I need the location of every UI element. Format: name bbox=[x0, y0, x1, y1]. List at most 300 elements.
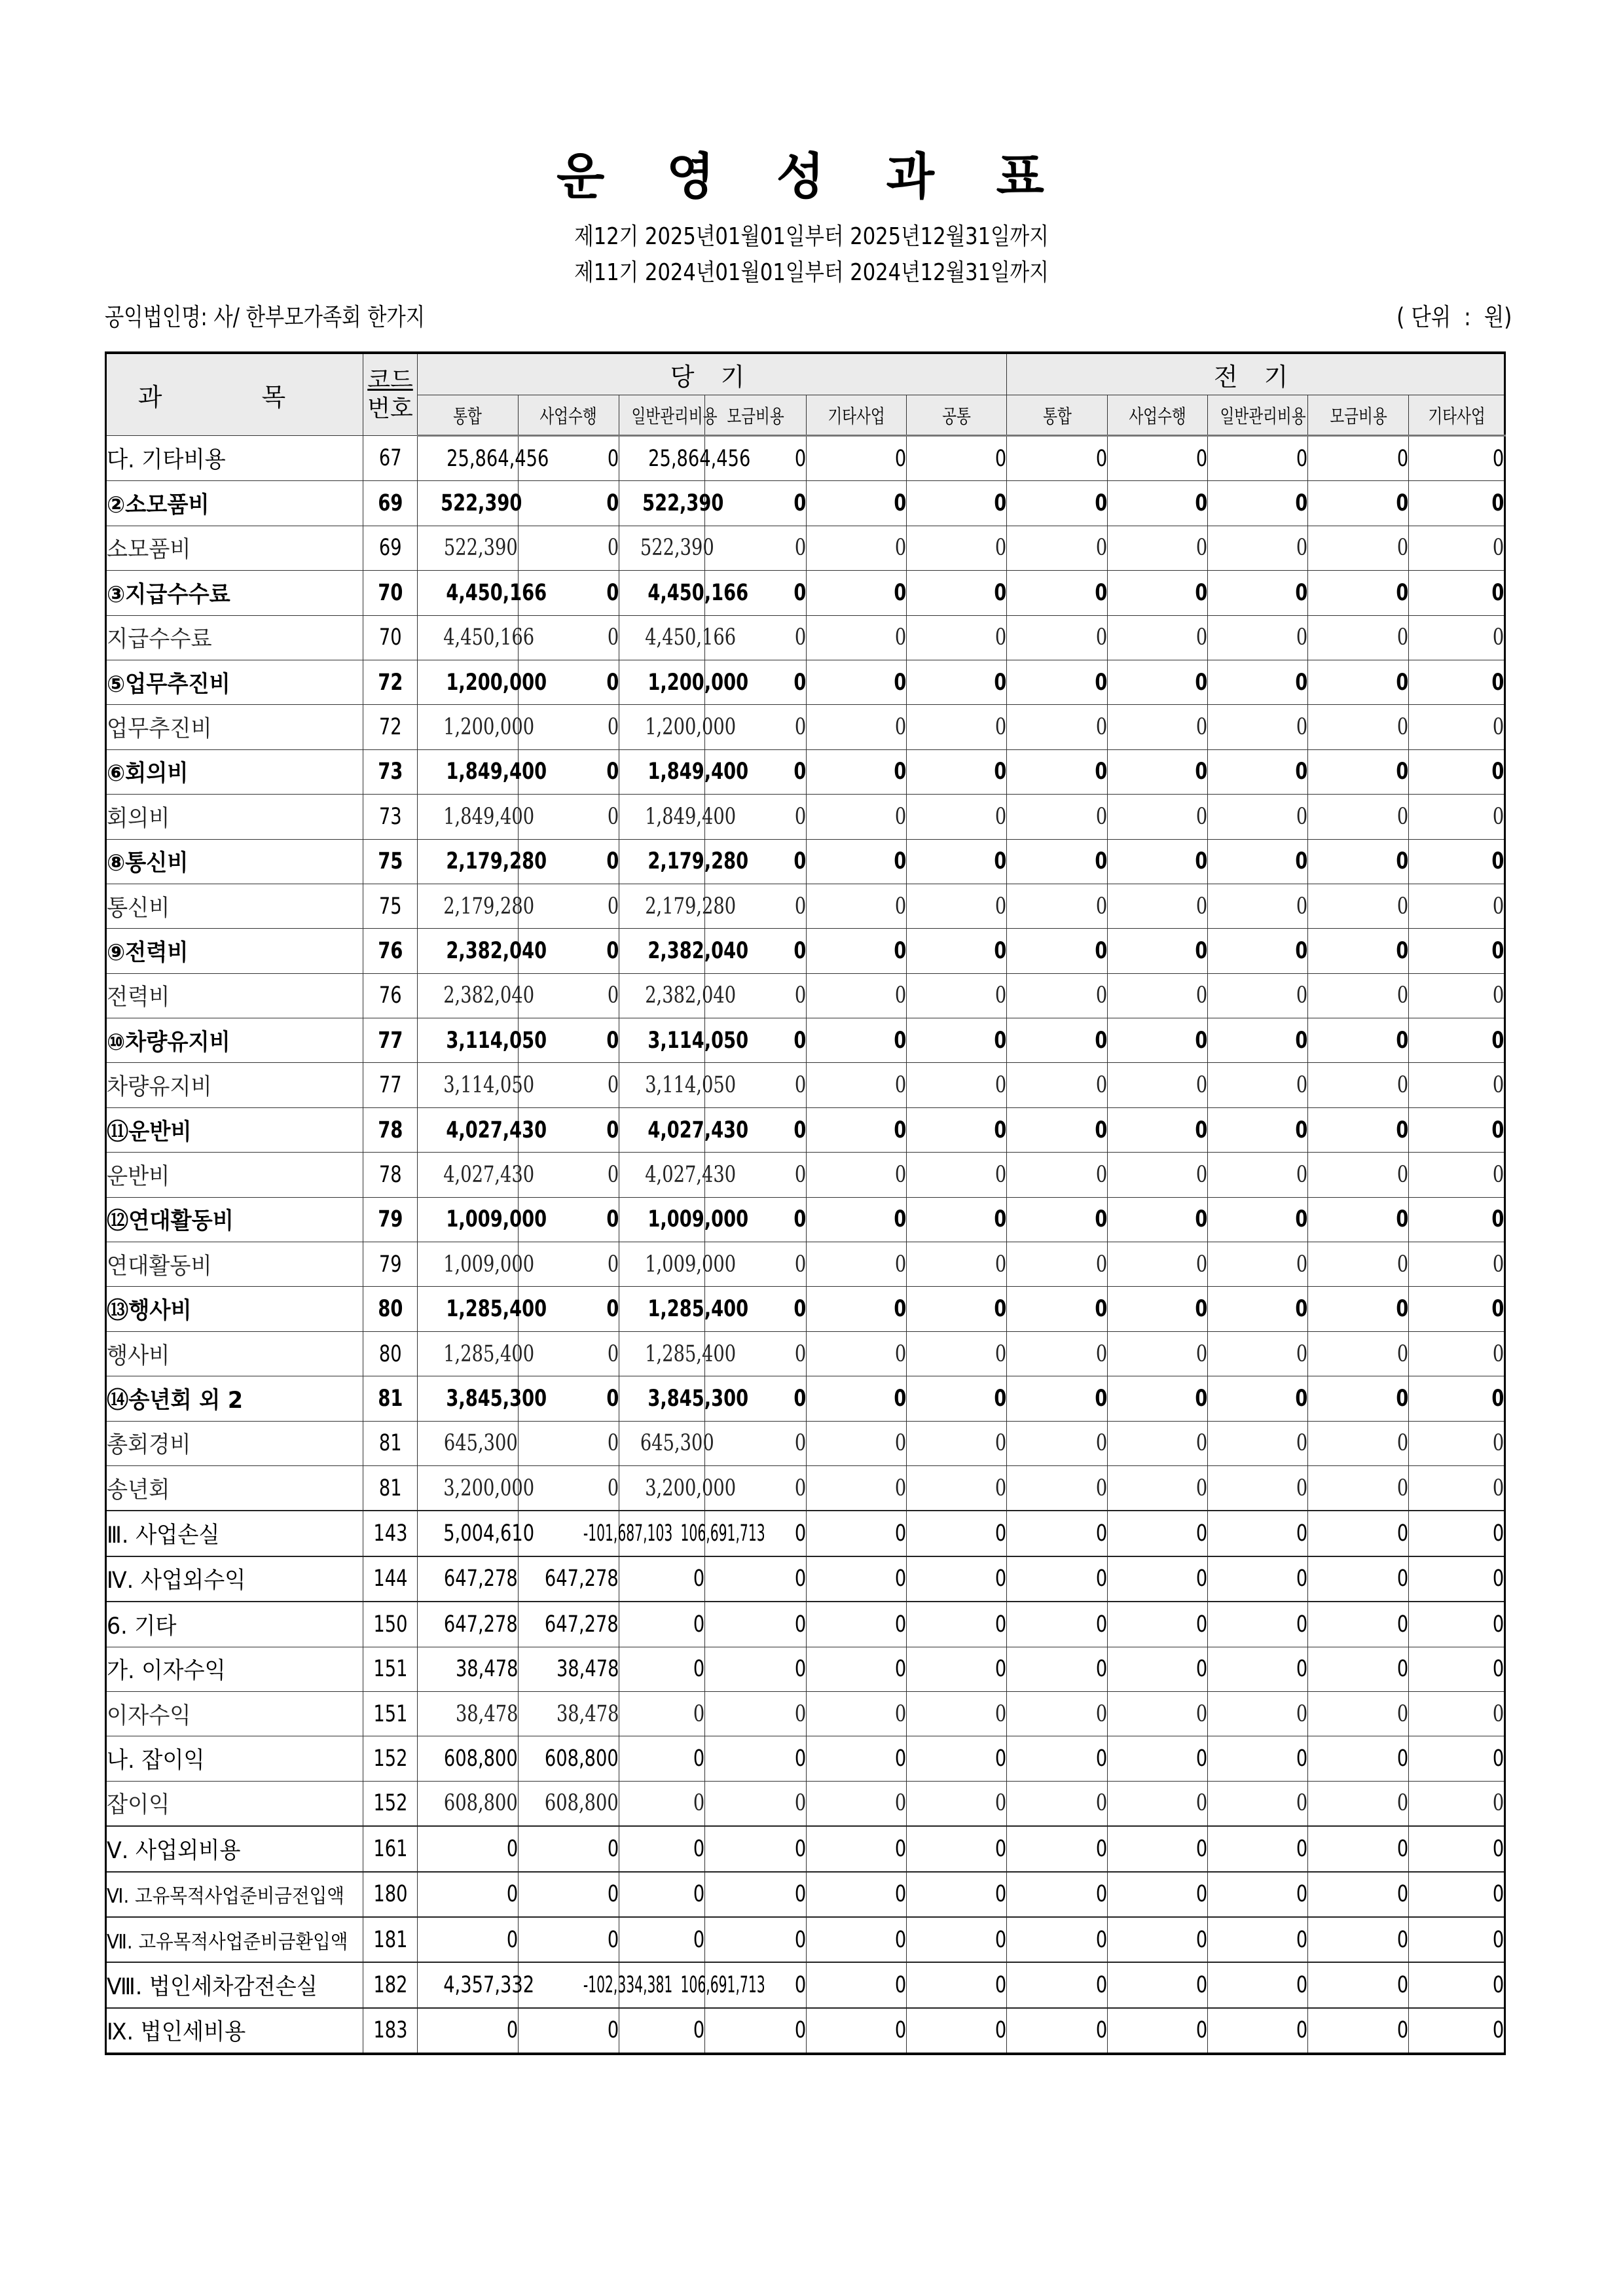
prior-col-header-label: 일반관리비용 bbox=[1220, 404, 1306, 427]
account-subject bbox=[106, 1647, 363, 1691]
prior-amount-cell bbox=[1409, 1872, 1505, 1917]
current-amount: 0 bbox=[994, 759, 1007, 785]
prior-amount: 0 bbox=[1396, 445, 1409, 472]
prior-amount-cell bbox=[1308, 436, 1409, 481]
current-amount: 0 bbox=[606, 669, 619, 696]
account-code bbox=[363, 1018, 418, 1063]
prior-amount: 0 bbox=[1296, 1656, 1308, 1683]
current-amount: 0 bbox=[994, 937, 1007, 964]
current-amount-cell bbox=[418, 1602, 519, 1647]
current-amount: 3,114,050 bbox=[446, 1027, 547, 1054]
current-amount: 1,849,400 bbox=[446, 759, 547, 785]
current-period-range: 제12기 2025년01월01일부터 2025년12월31일까지 bbox=[574, 223, 1049, 250]
prior-amount-cell bbox=[1108, 1691, 1208, 1736]
prior-amount: 0 bbox=[1396, 1385, 1409, 1412]
current-amount-cell bbox=[907, 1556, 1007, 1602]
current-amount-cell bbox=[418, 615, 535, 660]
current-amount-cell bbox=[807, 660, 907, 704]
current-amount: 0 bbox=[994, 1700, 1007, 1727]
prior-amount-cell bbox=[1108, 1962, 1208, 2007]
current-amount-cell bbox=[519, 1556, 619, 1602]
prior-amount-cell bbox=[1409, 1691, 1505, 1736]
account-subject bbox=[106, 1376, 363, 1421]
current-amount-cell bbox=[907, 1917, 1007, 1962]
current-amount-cell bbox=[807, 1826, 907, 1871]
current-amount-cell bbox=[619, 1917, 705, 1962]
account-subject bbox=[106, 1826, 363, 1871]
prior-amount: 0 bbox=[1296, 1340, 1308, 1367]
prior-amount-cell bbox=[1308, 1511, 1409, 1556]
code-header-bottom: 번호 bbox=[367, 395, 413, 422]
current-amount: 0 bbox=[793, 1117, 806, 1143]
prior-amount-cell bbox=[1007, 1197, 1108, 1242]
prior-amount-cell bbox=[1007, 1287, 1108, 1331]
current-amount: 0 bbox=[894, 982, 906, 1009]
current-amount: 0 bbox=[794, 1520, 806, 1547]
current-amount-cell bbox=[418, 1511, 535, 1556]
current-amount: 0 bbox=[607, 982, 619, 1009]
account-subject-label: Ⅸ. 법인세비용 bbox=[107, 2019, 246, 2046]
current-amount: 0 bbox=[793, 669, 806, 696]
table-row bbox=[106, 1107, 1505, 1152]
current-amount: 647,278 bbox=[545, 1611, 619, 1638]
current-amount: 0 bbox=[893, 490, 906, 517]
current-amount-cell bbox=[705, 1781, 807, 1826]
prior-amount-cell bbox=[1108, 1781, 1208, 1826]
account-subject bbox=[106, 615, 363, 660]
prior-amount-cell bbox=[1409, 1917, 1505, 1962]
current-amount-cell bbox=[519, 1647, 619, 1691]
prior-amount: 0 bbox=[1296, 1971, 1308, 1998]
account-subject bbox=[106, 749, 363, 794]
prior-amount-cell bbox=[1108, 839, 1208, 884]
account-subject bbox=[106, 1331, 363, 1376]
table-row bbox=[106, 1917, 1505, 1962]
current-amount: 2,382,040 bbox=[647, 937, 749, 964]
current-amount-cell bbox=[418, 1556, 519, 1602]
prior-amount-cell bbox=[1108, 1511, 1208, 1556]
current-amount: 3,114,050 bbox=[645, 1072, 737, 1099]
current-amount: 0 bbox=[994, 1520, 1007, 1547]
current-amount: 0 bbox=[794, 1656, 806, 1683]
prior-amount: 0 bbox=[1396, 893, 1409, 920]
prior-amount-cell bbox=[1409, 1421, 1505, 1465]
current-amount-cell bbox=[907, 1376, 1007, 1421]
prior-amount-cell bbox=[1108, 1197, 1208, 1242]
account-subject bbox=[106, 1107, 363, 1152]
current-amount: 0 bbox=[606, 1206, 619, 1233]
current-amount: 0 bbox=[894, 1072, 906, 1099]
prior-amount: 0 bbox=[1492, 1881, 1504, 1908]
prior-amount: 0 bbox=[1396, 714, 1409, 741]
current-amount-cell bbox=[619, 1376, 749, 1421]
prior-amount: 0 bbox=[1492, 1430, 1504, 1457]
current-amount-cell bbox=[807, 1962, 907, 2007]
account-code-value: 73 bbox=[377, 759, 403, 785]
current-amount-cell bbox=[807, 2008, 907, 2054]
current-amount: 0 bbox=[794, 1611, 806, 1638]
current-col-header-label: 공통 bbox=[942, 404, 971, 427]
prior-amount: 0 bbox=[1095, 1385, 1108, 1412]
prior-amount: 0 bbox=[1396, 1881, 1409, 1908]
prior-amount: 0 bbox=[1195, 1117, 1208, 1143]
current-amount: -101,687,103 bbox=[583, 1520, 673, 1547]
current-amount-cell bbox=[705, 1872, 807, 1917]
prior-amount: 0 bbox=[1396, 1566, 1409, 1592]
prior-amount: 0 bbox=[1492, 1520, 1504, 1547]
current-amount: 0 bbox=[894, 1790, 906, 1817]
current-amount-cell bbox=[907, 1647, 1007, 1691]
prior-amount: 0 bbox=[1396, 1611, 1409, 1638]
current-amount-cell bbox=[705, 1736, 807, 1781]
prior-amount: 0 bbox=[1492, 1566, 1504, 1592]
current-amount: 0 bbox=[607, 1161, 619, 1188]
prior-amount: 0 bbox=[1195, 1430, 1208, 1457]
current-amount-cell bbox=[705, 2008, 807, 2054]
account-subject-label: 운반비 bbox=[107, 1163, 170, 1190]
prior-amount-cell bbox=[1007, 571, 1108, 615]
current-amount-cell bbox=[807, 1872, 907, 1917]
prior-amount: 0 bbox=[1095, 2017, 1108, 2044]
account-subject bbox=[106, 705, 363, 749]
account-subject-label: 소모품비 bbox=[107, 537, 191, 564]
current-amount-cell bbox=[418, 1465, 535, 1511]
account-code bbox=[363, 2008, 418, 2054]
current-amount: 1,285,400 bbox=[645, 1340, 737, 1367]
prior-amount: 0 bbox=[1491, 1296, 1504, 1323]
prior-amount: 0 bbox=[1095, 848, 1108, 875]
prior-amount: 0 bbox=[1396, 1340, 1409, 1367]
account-subject bbox=[106, 436, 363, 481]
account-code-value: 152 bbox=[373, 1746, 408, 1772]
account-code bbox=[363, 1781, 418, 1826]
prior-amount: 0 bbox=[1492, 1926, 1504, 1953]
current-amount-cell bbox=[907, 839, 1007, 884]
account-subject-label: ⑤업무추진비 bbox=[107, 671, 230, 698]
prior-amount: 0 bbox=[1095, 1700, 1108, 1727]
prior-amount-cell bbox=[1308, 1153, 1409, 1197]
prior-amount: 0 bbox=[1296, 1251, 1308, 1278]
prior-amount-cell bbox=[1108, 1917, 1208, 1962]
current-amount: 608,800 bbox=[545, 1746, 619, 1772]
prior-amount: 0 bbox=[1492, 1161, 1504, 1188]
current-amount: 0 bbox=[793, 579, 806, 606]
current-amount-cell bbox=[519, 1781, 619, 1826]
current-amount: 4,450,166 bbox=[443, 624, 535, 651]
account-subject bbox=[106, 1421, 363, 1465]
current-amount-cell bbox=[519, 1736, 619, 1781]
current-amount: 0 bbox=[693, 1566, 704, 1592]
current-amount-cell bbox=[807, 1736, 907, 1781]
current-amount-cell bbox=[907, 1781, 1007, 1826]
prior-amount: 0 bbox=[1396, 1790, 1409, 1817]
current-amount: 0 bbox=[894, 2017, 906, 2044]
prior-amount-cell bbox=[1409, 705, 1505, 749]
account-subject bbox=[106, 1197, 363, 1242]
current-amount: 0 bbox=[893, 848, 906, 875]
account-code-value: 76 bbox=[377, 937, 403, 964]
prior-period-header: 전 기 bbox=[1007, 353, 1505, 395]
account-code-value: 72 bbox=[377, 669, 403, 696]
current-amount-cell bbox=[619, 436, 751, 481]
prior-amount: 0 bbox=[1396, 1746, 1409, 1772]
account-subject bbox=[106, 1736, 363, 1781]
prior-amount: 0 bbox=[1095, 624, 1108, 651]
account-subject bbox=[106, 1556, 363, 1602]
account-subject bbox=[106, 571, 363, 615]
account-subject-label: 가. 이자수익 bbox=[107, 1658, 226, 1685]
current-amount-cell bbox=[807, 705, 907, 749]
current-amount-cell bbox=[807, 929, 907, 973]
current-amount-cell bbox=[907, 1826, 1007, 1871]
prior-amount: 0 bbox=[1296, 1072, 1308, 1099]
current-amount-cell bbox=[418, 1153, 535, 1197]
current-amount: 0 bbox=[994, 982, 1007, 1009]
current-amount: 0 bbox=[994, 1027, 1007, 1054]
account-subject bbox=[106, 481, 363, 526]
current-amount-cell bbox=[418, 1107, 547, 1152]
prior-amount: 0 bbox=[1095, 1746, 1108, 1772]
account-code bbox=[363, 1917, 418, 1962]
current-amount-cell bbox=[619, 571, 749, 615]
current-amount: 0 bbox=[794, 982, 806, 1009]
prior-amount-cell bbox=[1409, 973, 1505, 1018]
prior-amount: 0 bbox=[1296, 982, 1308, 1009]
current-amount: 4,027,430 bbox=[647, 1117, 749, 1143]
prior-amount: 0 bbox=[1492, 714, 1504, 741]
current-amount-cell bbox=[418, 1736, 519, 1781]
prior-amount: 0 bbox=[1492, 803, 1504, 830]
current-amount: 2,179,280 bbox=[647, 848, 749, 875]
current-amount: 0 bbox=[794, 893, 806, 920]
prior-amount: 0 bbox=[1195, 1926, 1208, 1953]
prior-amount-cell bbox=[1208, 436, 1308, 481]
current-amount: 522,390 bbox=[441, 490, 522, 517]
account-code-value: 70 bbox=[378, 624, 402, 651]
account-code bbox=[363, 1153, 418, 1197]
prior-amount: 0 bbox=[1296, 1520, 1308, 1547]
current-amount-cell bbox=[418, 1287, 547, 1331]
prior-amount-cell bbox=[1409, 1826, 1505, 1871]
table-row bbox=[106, 1421, 1505, 1465]
prior-amount-cell bbox=[1208, 1153, 1308, 1197]
prior-amount: 0 bbox=[1295, 579, 1308, 606]
prior-amount: 0 bbox=[1396, 535, 1409, 562]
prior-col-header bbox=[1007, 395, 1108, 436]
prior-amount-cell bbox=[1108, 1602, 1208, 1647]
current-col-header bbox=[907, 395, 1007, 436]
current-amount: 0 bbox=[994, 1296, 1007, 1323]
current-amount: 0 bbox=[794, 624, 806, 651]
prior-amount: 0 bbox=[1295, 1385, 1308, 1412]
account-subject bbox=[106, 1781, 363, 1826]
current-amount-cell bbox=[807, 1465, 907, 1511]
account-code-value: 70 bbox=[377, 579, 403, 606]
account-code-value: 144 bbox=[373, 1566, 408, 1592]
prior-amount: 0 bbox=[1295, 759, 1308, 785]
prior-amount: 0 bbox=[1296, 624, 1308, 651]
prior-amount-cell bbox=[1308, 1872, 1409, 1917]
current-amount: 0 bbox=[693, 1790, 704, 1817]
current-amount: 0 bbox=[894, 1566, 906, 1592]
prior-amount: 0 bbox=[1396, 1027, 1409, 1054]
account-code-value: 161 bbox=[373, 1835, 408, 1862]
current-amount-cell bbox=[807, 1691, 907, 1736]
account-code bbox=[363, 481, 418, 526]
prior-amount: 0 bbox=[1396, 759, 1409, 785]
current-amount: 0 bbox=[794, 1566, 806, 1592]
prior-amount: 0 bbox=[1195, 490, 1208, 517]
current-amount-cell bbox=[907, 1197, 1007, 1242]
current-amount: 1,009,000 bbox=[647, 1206, 749, 1233]
account-code-value: 183 bbox=[373, 2017, 408, 2044]
prior-amount-cell bbox=[1108, 705, 1208, 749]
prior-amount-cell bbox=[1108, 481, 1208, 526]
current-amount: 0 bbox=[693, 1656, 704, 1683]
prior-amount-cell bbox=[1208, 1647, 1308, 1691]
prior-amount: 0 bbox=[1296, 1566, 1308, 1592]
table-row bbox=[106, 481, 1505, 526]
current-amount-cell bbox=[907, 973, 1007, 1018]
current-amount-cell bbox=[807, 571, 907, 615]
current-amount-cell bbox=[807, 1197, 907, 1242]
current-amount: 0 bbox=[794, 1746, 806, 1772]
prior-amount: 0 bbox=[1492, 1971, 1504, 1998]
current-amount: 0 bbox=[994, 579, 1007, 606]
prior-amount: 0 bbox=[1492, 1475, 1504, 1501]
current-amount-cell bbox=[418, 1647, 519, 1691]
account-code bbox=[363, 749, 418, 794]
current-amount: 0 bbox=[994, 1117, 1007, 1143]
prior-amount: 0 bbox=[1095, 1475, 1108, 1501]
current-amount: 0 bbox=[894, 803, 906, 830]
current-amount-cell bbox=[418, 973, 535, 1018]
prior-amount: 0 bbox=[1295, 1206, 1308, 1233]
table-row bbox=[106, 1691, 1505, 1736]
current-amount-cell bbox=[705, 1917, 807, 1962]
prior-amount-cell bbox=[1007, 1331, 1108, 1376]
current-amount: 0 bbox=[994, 848, 1007, 875]
current-amount-cell bbox=[619, 1331, 737, 1376]
current-amount: 0 bbox=[794, 1475, 806, 1501]
prior-amount-cell bbox=[1308, 1063, 1409, 1107]
current-amount-cell bbox=[418, 1781, 519, 1826]
current-amount: 1,200,000 bbox=[446, 669, 547, 696]
prior-amount-cell bbox=[1108, 1376, 1208, 1421]
prior-amount: 0 bbox=[1195, 1611, 1208, 1638]
prior-amount-cell bbox=[1409, 1376, 1505, 1421]
current-amount: 608,800 bbox=[444, 1790, 518, 1817]
current-amount-cell bbox=[418, 571, 547, 615]
current-amount: 0 bbox=[994, 1206, 1007, 1233]
prior-amount-cell bbox=[1208, 1556, 1308, 1602]
prior-amount-cell bbox=[1007, 1691, 1108, 1736]
account-code bbox=[363, 1331, 418, 1376]
account-subject-label: ②소모품비 bbox=[107, 492, 210, 519]
current-amount-cell bbox=[705, 1647, 807, 1691]
prior-amount-cell bbox=[1007, 1107, 1108, 1152]
current-amount-cell bbox=[519, 1602, 619, 1647]
prior-amount-cell bbox=[1007, 526, 1108, 570]
account-code-value: 81 bbox=[378, 1475, 402, 1501]
prior-amount: 0 bbox=[1195, 1700, 1208, 1727]
prior-amount: 0 bbox=[1396, 624, 1409, 651]
prior-amount-cell bbox=[1108, 749, 1208, 794]
prior-amount: 0 bbox=[1095, 714, 1108, 741]
current-amount-cell bbox=[418, 1917, 519, 1962]
prior-amount: 0 bbox=[1491, 579, 1504, 606]
prior-amount: 0 bbox=[1195, 759, 1208, 785]
prior-amount-cell bbox=[1208, 660, 1308, 704]
current-amount-cell bbox=[619, 705, 737, 749]
prior-amount-cell bbox=[1409, 1602, 1505, 1647]
current-amount-cell bbox=[807, 481, 907, 526]
prior-amount-cell bbox=[1208, 526, 1308, 570]
current-amount-cell bbox=[807, 884, 907, 928]
prior-amount-cell bbox=[1108, 1872, 1208, 1917]
prior-amount-cell bbox=[1308, 1242, 1409, 1287]
prior-amount: 0 bbox=[1396, 982, 1409, 1009]
prior-amount-cell bbox=[1409, 1962, 1505, 2007]
current-amount: 645,300 bbox=[640, 1430, 714, 1457]
current-amount: 608,800 bbox=[545, 1790, 619, 1817]
account-subject bbox=[106, 1872, 363, 1917]
currency-unit: ( 단위 : 원) bbox=[1396, 303, 1512, 331]
prior-amount-cell bbox=[1208, 2008, 1308, 2054]
current-amount-cell bbox=[418, 705, 535, 749]
prior-amount-cell bbox=[1409, 2008, 1505, 2054]
prior-amount: 0 bbox=[1296, 2017, 1308, 2044]
prior-amount: 0 bbox=[1396, 1700, 1409, 1727]
current-amount: 0 bbox=[607, 624, 619, 651]
account-code bbox=[363, 839, 418, 884]
prior-amount: 0 bbox=[1396, 937, 1409, 964]
current-col-header bbox=[418, 395, 519, 436]
current-amount-cell bbox=[619, 1602, 705, 1647]
current-amount-cell bbox=[807, 1376, 907, 1421]
current-amount: 0 bbox=[994, 535, 1007, 562]
prior-amount-cell bbox=[1208, 571, 1308, 615]
current-amount: 4,450,166 bbox=[446, 579, 547, 606]
current-amount-cell bbox=[907, 884, 1007, 928]
prior-col-header bbox=[1208, 395, 1308, 436]
prior-amount-cell bbox=[1409, 929, 1505, 973]
current-amount-cell bbox=[907, 571, 1007, 615]
current-amount-cell bbox=[907, 615, 1007, 660]
prior-amount-cell bbox=[1007, 705, 1108, 749]
prior-amount-cell bbox=[1208, 615, 1308, 660]
current-amount: 1,009,000 bbox=[443, 1251, 535, 1278]
current-amount-cell bbox=[807, 1331, 907, 1376]
current-amount: 0 bbox=[794, 1072, 806, 1099]
prior-amount-cell bbox=[1108, 795, 1208, 839]
account-subject-label: Ⅳ. 사업외수익 bbox=[107, 1568, 246, 1594]
prior-amount-cell bbox=[1409, 1063, 1505, 1107]
current-amount: 0 bbox=[606, 759, 619, 785]
prior-amount-cell bbox=[1308, 526, 1409, 570]
current-amount: 0 bbox=[606, 937, 619, 964]
current-amount-cell bbox=[907, 2008, 1007, 2054]
account-code-value: 78 bbox=[377, 1117, 403, 1143]
current-amount-cell bbox=[807, 1242, 907, 1287]
current-col-header-label: 모금비용 bbox=[727, 404, 784, 427]
current-amount-cell bbox=[705, 1691, 807, 1736]
current-amount-cell bbox=[807, 1107, 907, 1152]
prior-amount-cell bbox=[1208, 1602, 1308, 1647]
current-amount-cell bbox=[807, 1287, 907, 1331]
prior-amount: 0 bbox=[1396, 1206, 1409, 1233]
account-code bbox=[363, 1287, 418, 1331]
